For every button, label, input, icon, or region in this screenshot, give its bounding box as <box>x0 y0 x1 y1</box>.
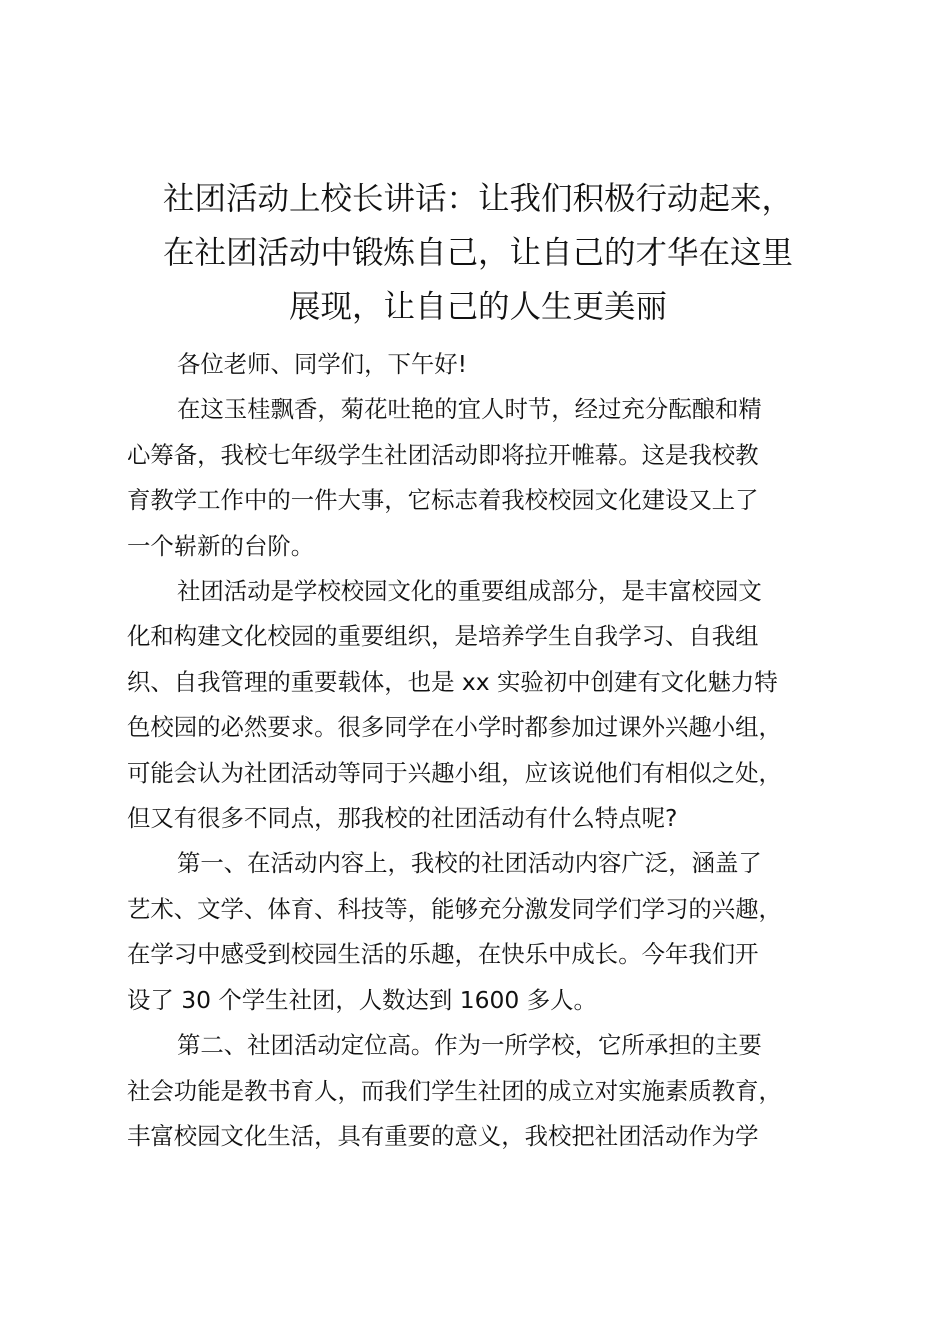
paragraph-line: 一个崭新的台阶。 <box>127 531 315 560</box>
paragraph-line: 化和构建文化校园的重要组织，是培养学生自我学习、自我组 <box>127 622 759 651</box>
paragraph-line: 第二、社团活动定位高。作为一所学校，它所承担的主要 <box>177 1031 762 1060</box>
paragraph-line: 各位老师、同学们，下午好! <box>177 350 468 378</box>
paragraph-line: 织、自我管理的重要载体，也是 xx 实验初中创建有文化魅力特 <box>127 667 778 696</box>
paragraph-line: 社团活动是学校校园文化的重要组成部分，是丰富校园文 <box>177 577 762 606</box>
title-line-1: 社团活动上校长讲话：让我们积极行动起来， <box>162 181 793 217</box>
paragraph-line: 可能会认为社团活动等同于兴趣小组，应该说他们有相似之处， <box>127 758 782 787</box>
title-line-2: 在社团活动中锻炼自己，让自己的才华在这里 <box>162 235 793 271</box>
greeting-paragraph <box>127 342 829 387</box>
title-line-3: 展现，让自己的人生更美丽 <box>288 289 667 325</box>
point-two-paragraph <box>127 1023 829 1159</box>
paragraph-line: 第一、在活动内容上，我校的社团活动内容广泛，涵盖了 <box>177 849 762 878</box>
club-importance-paragraph <box>127 569 829 841</box>
paragraph-line: 丰富校园文化生活，具有重要的意义，我校把社团活动作为学 <box>127 1121 759 1150</box>
paragraph-line: 但又有很多不同点，那我校的社团活动有什么特点呢? <box>127 804 678 833</box>
paragraph-line: 社会功能是教书育人，而我们学生社团的成立对实施素质教育， <box>127 1076 782 1105</box>
opening-paragraph <box>127 387 829 569</box>
paragraph-line: 艺术、文学、体育、科技等，能够充分激发同学们学习的兴趣， <box>127 894 782 923</box>
paragraph-line: 育教学工作中的一件大事，它标志着我校校园文化建设又上了 <box>127 486 759 515</box>
paragraph-line: 在学习中感受到校园生活的乐趣，在快乐中成长。今年我们开 <box>127 940 759 969</box>
paragraph-line: 心筹备，我校七年级学生社团活动即将拉开帷幕。这是我校教 <box>127 440 759 469</box>
paragraph-line: 设了 30 个学生社团，人数达到 1600 多人。 <box>127 985 597 1014</box>
document-body <box>127 342 829 1159</box>
document-page <box>127 172 829 1159</box>
paragraph-line: 在这玉桂飘香，菊花吐艳的宜人时节，经过充分酝酿和精 <box>177 395 762 424</box>
paragraph-line: 色校园的必然要求。很多同学在小学时都参加过课外兴趣小组， <box>127 713 782 742</box>
point-one-paragraph <box>127 841 829 1023</box>
document-title <box>127 172 829 334</box>
